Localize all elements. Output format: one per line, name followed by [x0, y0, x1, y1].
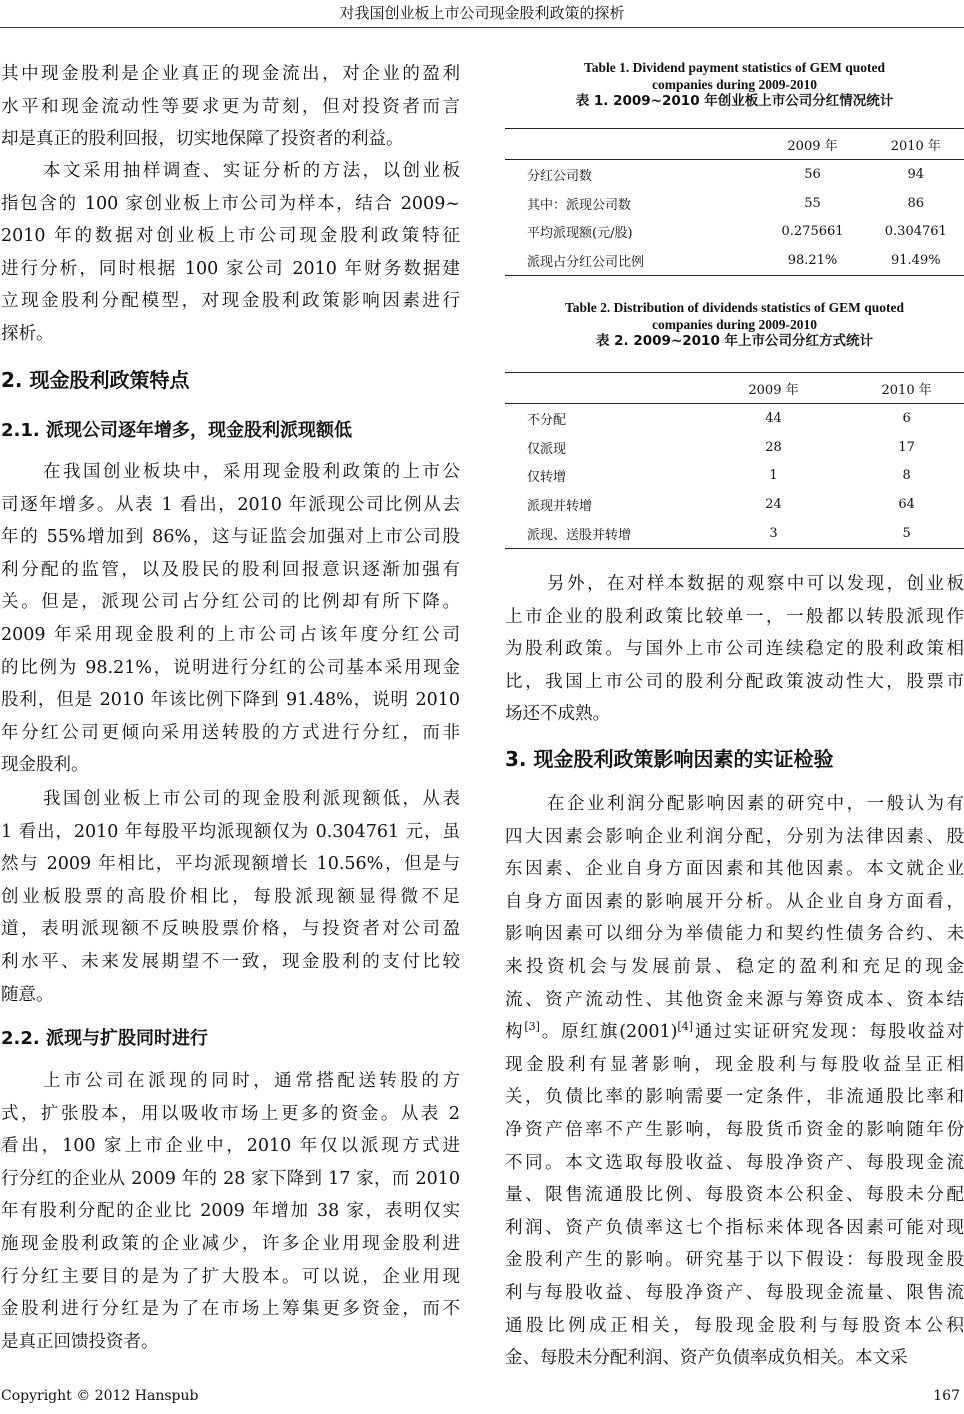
text-line: 然与 2009 年相比，平均派现额增长 10.56%，但是与	[1, 854, 460, 875]
paragraph	[1, 456, 460, 782]
row-label: 仅派现	[527, 441, 567, 457]
table-cell: 8	[902, 468, 911, 484]
table-cell: 28	[765, 439, 782, 455]
header-rule	[0, 27, 964, 28]
text-line: 本文采用抽样调查、实证分析的方法，以创业板	[43, 161, 460, 181]
text-line: 立现金股利分配模型，对现金股利政策影响因素进行	[1, 291, 460, 312]
page-number: 167	[933, 1388, 960, 1404]
table-row	[505, 246, 964, 275]
text-line: 上市企业的股利政策比较单一，一般都以转股派现作	[505, 606, 964, 627]
table2-caption-en-2: companies during 2009-2010	[651, 317, 817, 332]
table-cell: 24	[765, 497, 782, 513]
row-label: 仅转增	[527, 470, 567, 486]
text-line: 关，负债比率的影响需要一定条件，非流通股比率和	[505, 1087, 964, 1108]
row-label: 派现并转增	[527, 499, 593, 515]
table-cell: 3	[769, 526, 778, 542]
text-line: 关。但是，派现公司占分红公司的比例却有所下降。	[1, 592, 460, 613]
table-cell: 91.49%	[891, 253, 941, 269]
table2-caption-en: Table 2. Distribution of dividends statistics of GEM quoted	[565, 300, 904, 315]
text-line: 行分红的企业从 2009 年的 28 家下降到 17 家，而 2010	[1, 1168, 460, 1189]
text-line: 利分配的监管，以及股民的股利回报意识逐渐加强有	[1, 559, 460, 580]
text-line: 司逐年增多。从表 1 看出，2010 年派现公司比例从去	[1, 494, 460, 515]
text-line: 2009 年采用现金股利的上市公司占该年度分红公司	[1, 624, 460, 645]
table-row	[505, 404, 964, 433]
copyright: Copyright © 2012 Hanspub	[1, 1388, 199, 1404]
table-cell: 56	[804, 166, 821, 182]
text-line: 构[3]。原红旗(2001)[4]通过实证研究发现：每股收益对	[505, 1020, 964, 1043]
table-cell: 0.304761	[884, 224, 947, 240]
table1-caption-cn: 表 1. 2009~2010 年创业板上市公司分红情况统计	[575, 93, 894, 109]
table-cell: 44	[765, 410, 782, 426]
text-line: 利与每股收益、每股净资产、每股现金流量、限售流	[505, 1282, 964, 1303]
text-line: 在我国创业板块中，采用现金股利政策的上市公	[43, 462, 460, 482]
text-line: 年有股利分配的企业比 2009 年增加 38 家，表明仅实	[1, 1201, 460, 1222]
text-line: 是真正回馈投资者。	[1, 1331, 159, 1352]
table-row	[505, 462, 964, 491]
row-label: 派现占分红公司比例	[527, 255, 645, 271]
text-line: 金股利进行分红是为了在市场上筹集更多资金，而不	[1, 1299, 460, 1320]
text-line: 进行分析，同时根据 100 家公司 2010 年财务数据建	[1, 258, 460, 279]
table-row	[505, 433, 964, 462]
table2-caption	[505, 299, 964, 350]
paragraph	[1, 783, 460, 1011]
text-line: 东因素、企业自身方面因素和其他因素。本文就企业	[505, 859, 964, 880]
table1-caption-en-2: companies during 2009-2010	[651, 77, 817, 92]
text-line: 随意。	[1, 984, 54, 1005]
text-line: 不同。本文选取每股收益、每股净资产、每股现金流	[505, 1152, 964, 1173]
text-line: 创业板股票的高股价相比，每股派现额显得微不足	[1, 886, 460, 907]
column-header	[505, 129, 757, 160]
table1-caption	[505, 59, 964, 110]
text-line: 影响因素可以细分为举债能力和契约性债务合约、未	[505, 924, 964, 945]
text-line: 现金股利有显著影响，现金股利与每股收益呈正相	[505, 1054, 964, 1075]
column-header: 2009 年	[757, 129, 867, 160]
text-line: 为股利政策。与国外上市公司连续稳定的股利政策相	[505, 639, 964, 660]
table-header-row	[505, 373, 964, 404]
column-header: 2010 年	[849, 373, 964, 404]
text-line: 股利，但是 2010 年该比例下降到 91.48%，说明 2010	[1, 690, 460, 711]
text-line: 其中现金股利是企业真正的现金流出，对企业的盈利	[1, 64, 460, 84]
row-label: 其中：派现公司数	[527, 197, 632, 213]
row-label: 不分配	[527, 412, 567, 428]
text-line: 净资产倍率不产生影响，每股货币资金的影响随年份	[505, 1119, 964, 1140]
text-line: 年的 55%增加到 86%，这与证监会加强对上市公司股	[1, 527, 460, 548]
text-line: 探析。	[1, 323, 54, 344]
text-line: 场还不成熟。	[505, 704, 610, 725]
section-heading-2-1: 2.1. 派现公司逐年增多，现金股利派现额低	[1, 420, 352, 441]
text-line: 利润、资产负债率这七个指标来体现各因素可能对现	[505, 1217, 964, 1238]
citation[interactable]: [4]	[677, 1020, 694, 1034]
text-line: 现金股利。	[1, 755, 89, 776]
column-header: 2010 年	[868, 129, 964, 160]
table-cell: 6	[902, 410, 911, 426]
table-cell: 98.21%	[787, 253, 838, 269]
table-row	[505, 160, 964, 189]
table-cell: 55	[804, 195, 821, 211]
text-line: 施现金股利政策的企业减少，许多企业用现金股利进	[1, 1233, 460, 1254]
text-line: 来投资机会与发展前景、稳定的盈利和充足的现金	[505, 956, 964, 977]
text-line: 另外，在对样本数据的观察中可以发现，创业板	[547, 574, 964, 594]
text-line: 量、限售流通股比例、每股资本公积金、每股未分配	[505, 1185, 964, 1206]
text-line: 在企业利润分配影响因素的研究中，一般认为有	[547, 794, 964, 814]
text-line: 我国创业板上市公司的现金股利派现额低，从表	[43, 789, 460, 809]
text-line: 年分红公司更倾向采用送转股的方式进行分红，而非	[1, 722, 460, 743]
text-line: 道，表明派现额不反映股票价格，与投资者对公司盈	[1, 919, 460, 940]
table-cell: 17	[898, 439, 915, 455]
table-row	[505, 218, 964, 247]
table-cell: 86	[907, 195, 925, 211]
paragraph	[1, 155, 460, 351]
text-line: 金股利产生的影响。研究基于以下假设：每股现金股	[505, 1250, 964, 1271]
table-cell: 0.275661	[781, 224, 844, 240]
text-line: 1 看出，2010 年每股平均派现额仅为 0.304761 元，虽	[1, 821, 460, 842]
text-line: 式，扩张股本，用以吸收市场上更多的资金。从表 2	[1, 1103, 460, 1124]
text-line: 比，我国上市公司的股利分配政策波动性大，股票市	[505, 671, 964, 692]
table-row	[505, 519, 964, 548]
running-header: 对我国创业板上市公司现金股利政策的探析	[339, 4, 625, 22]
text-line: 水平和现金流动性等要求更为苛刻，但对投资者而言	[1, 96, 460, 117]
text-line: 却是真正的股利回报，切实地保障了投资者的利益。	[1, 129, 404, 150]
row-label: 分红公司数	[527, 168, 593, 184]
table-header-row	[505, 129, 964, 160]
table-row	[505, 189, 964, 218]
table2-caption-cn: 表 2. 2009~2010 年上市公司分红方式统计	[595, 333, 874, 349]
table-cell: 64	[898, 497, 915, 513]
table1-caption-en: Table 1. Dividend payment statistics of GEM quoted	[583, 60, 886, 75]
text-line: 自身方面因素的影响展开分析。从企业自身方面看，	[505, 891, 964, 912]
citation[interactable]: [3]	[524, 1020, 540, 1034]
text-line: 看出，100 家上市企业中，2010 年仅以派现方式进	[1, 1136, 460, 1157]
paragraph	[1, 58, 460, 156]
table-cell: 94	[907, 166, 925, 182]
text-line: 通股比例成正相关，每股现金股利与每股资本公积	[505, 1315, 964, 1336]
section-heading-2: 2. 现金股利政策特点	[1, 368, 190, 392]
text-line: 行分红主要目的是为了扩大股本。可以说，企业用现	[1, 1266, 460, 1287]
table2	[505, 372, 964, 549]
table1	[505, 128, 964, 276]
table-cell: 1	[769, 468, 778, 484]
table-cell: 5	[902, 526, 911, 542]
paragraph	[505, 568, 964, 731]
column-header	[505, 373, 698, 404]
table-row	[505, 490, 964, 519]
text-line: 指包含的 100 家创业板上市公司为样本，结合 2009~	[1, 193, 460, 214]
row-label: 派现、送股并转增	[527, 528, 632, 544]
paragraph	[505, 788, 964, 1375]
paragraph	[1, 1065, 460, 1358]
text-line: 2010 年的数据对创业板上市公司现金股利政策特征	[1, 226, 460, 247]
text-line: 金、每股未分配利润、资产负债率成负相关。本文采	[505, 1348, 908, 1369]
text-line: 流、资产流动性、其他资金来源与筹资成本、资本结	[505, 989, 964, 1010]
text-line: 上市公司在派现的同时，通常搭配送转股的方	[43, 1071, 460, 1091]
text-line: 四大因素会影响企业利润分配，分别为法律因素、股	[505, 826, 964, 847]
row-label: 平均派现额(元/股)	[527, 226, 633, 242]
section-heading-3: 3. 现金股利政策影响因素的实证检验	[505, 747, 834, 771]
section-heading-2-2: 2.2. 派现与扩股同时进行	[1, 1028, 208, 1049]
column-header: 2009 年	[698, 373, 849, 404]
text-line: 利水平、未来发展期望不一致，现金股利的支付比较	[1, 951, 460, 972]
text-line: 的比例为 98.21%，说明进行分红的公司基本采用现金	[1, 657, 460, 678]
